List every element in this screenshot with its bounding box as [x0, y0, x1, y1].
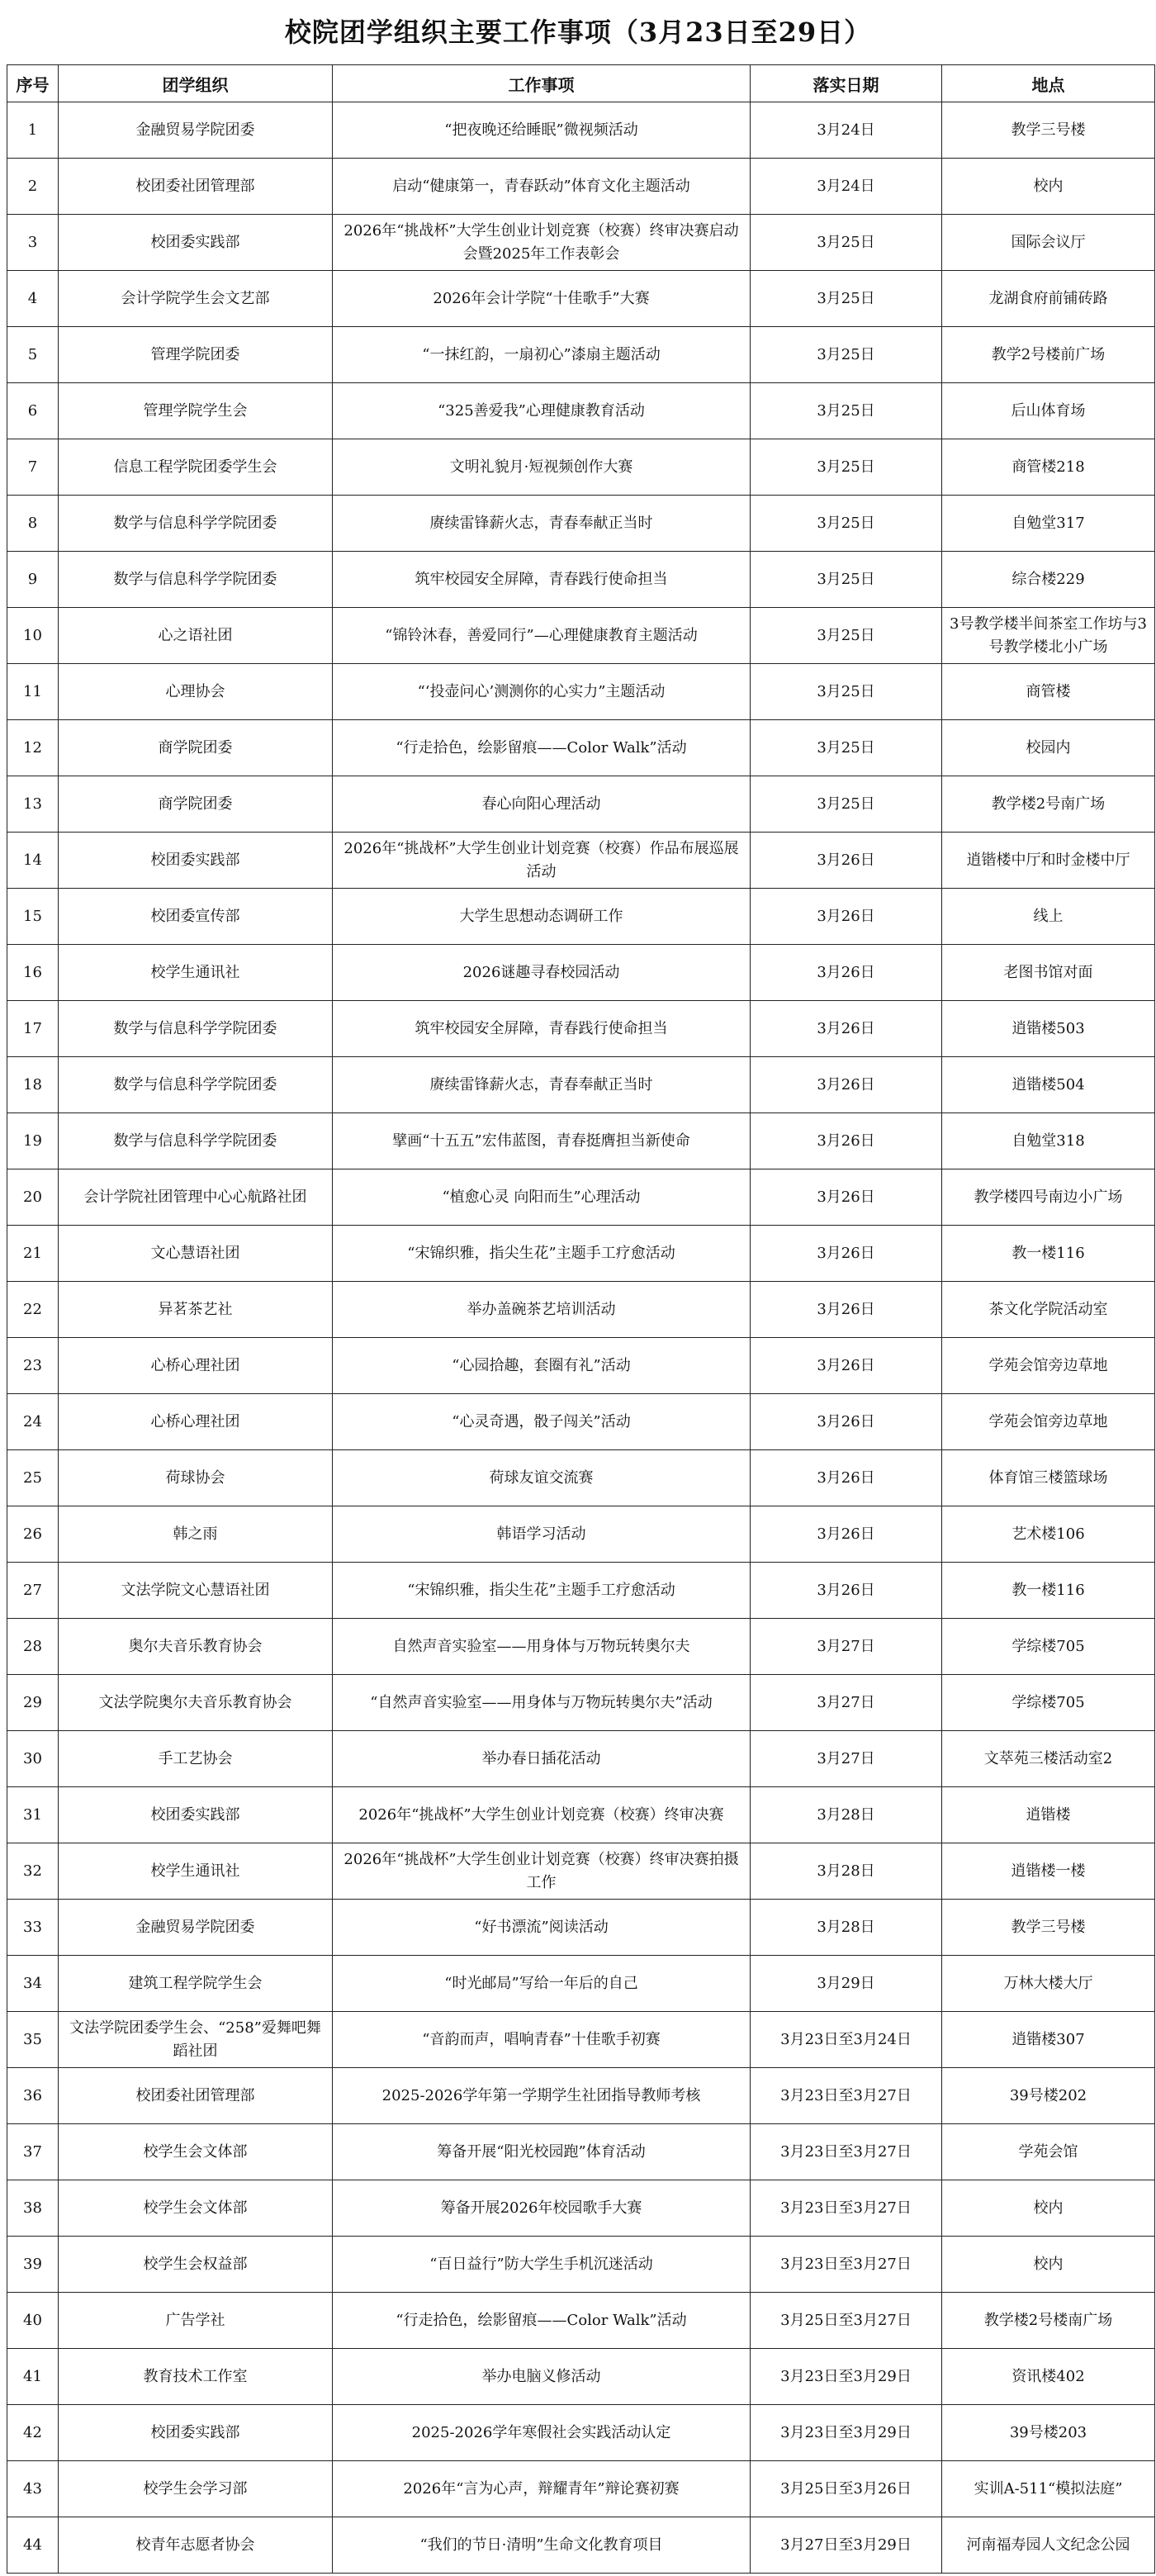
cell-org: 文法学院团委学生会、“258”爱舞吧舞蹈社团: [59, 2012, 333, 2068]
cell-no: 22: [7, 1282, 59, 1338]
cell-no: 12: [7, 720, 59, 776]
cell-task: 文明礼貌月·短视频创作大赛: [333, 439, 751, 496]
cell-org: 信息工程学院团委学生会: [59, 439, 333, 496]
table-row: [7, 327, 1155, 383]
cell-org: 校学生会文体部: [59, 2124, 333, 2180]
cell-task: “植愈心灵 向阳而生”心理活动: [333, 1169, 751, 1226]
cell-org: 管理学院学生会: [59, 383, 333, 439]
cell-date: 3月25日: [751, 552, 942, 608]
cell-org: 校学生会文体部: [59, 2180, 333, 2237]
cell-location: 后山体育场: [942, 383, 1155, 439]
cell-location: 艺术楼106: [942, 1506, 1155, 1563]
table-row: [7, 439, 1155, 496]
cell-location: 自勉堂317: [942, 496, 1155, 552]
cell-location: 3号教学楼半间茶室工作坊与3号教学楼北小广场: [942, 608, 1155, 664]
cell-date: 3月27日至3月29日: [751, 2517, 942, 2574]
cell-location: 综合楼229: [942, 552, 1155, 608]
cell-task: 赓续雷锋薪火志，青春奉献正当时: [333, 496, 751, 552]
cell-date: 3月26日: [751, 833, 942, 889]
cell-no: 21: [7, 1226, 59, 1282]
table-row: [7, 552, 1155, 608]
cell-location: 国际会议厅: [942, 215, 1155, 271]
cell-no: 44: [7, 2517, 59, 2574]
cell-location: 逍锴楼503: [942, 1001, 1155, 1057]
table-row: [7, 664, 1155, 720]
cell-no: 42: [7, 2405, 59, 2461]
cell-location: 逍锴楼中厅和时金楼中厅: [942, 833, 1155, 889]
cell-task: 2026年“挑战杯”大学生创业计划竞赛（校赛）终审决赛拍摄工作: [333, 1843, 751, 1900]
cell-org: 校团委实践部: [59, 215, 333, 271]
cell-location: 资讯楼402: [942, 2349, 1155, 2405]
cell-task: “宋锦织雅，指尖生花”主题手工疗愈活动: [333, 1226, 751, 1282]
cell-no: 23: [7, 1338, 59, 1394]
cell-org: 校学生会权益部: [59, 2237, 333, 2293]
cell-task: “自然声音实验室——用身体与万物玩转奥尔夫”活动: [333, 1675, 751, 1731]
cell-location: 体育馆三楼篮球场: [942, 1450, 1155, 1506]
cell-location: 老图书馆对面: [942, 945, 1155, 1001]
cell-location: 万林大楼大厅: [942, 1956, 1155, 2012]
header-location: 地点: [942, 65, 1155, 102]
cell-location: 学苑会馆旁边草地: [942, 1394, 1155, 1450]
table-header-row: [7, 65, 1155, 102]
cell-date: 3月23日至3月27日: [751, 2237, 942, 2293]
cell-date: 3月26日: [751, 1338, 942, 1394]
cell-no: 40: [7, 2293, 59, 2349]
table-row: [7, 1169, 1155, 1226]
table-row: [7, 833, 1155, 889]
header-task: 工作事项: [333, 65, 751, 102]
cell-org: 校团委社团管理部: [59, 2068, 333, 2124]
cell-date: 3月23日至3月24日: [751, 2012, 942, 2068]
cell-date: 3月25日: [751, 664, 942, 720]
table-row: [7, 1956, 1155, 2012]
cell-org: 文法学院文心慧语社团: [59, 1563, 333, 1619]
cell-task: 韩语学习活动: [333, 1506, 751, 1563]
cell-no: 37: [7, 2124, 59, 2180]
table-row: [7, 720, 1155, 776]
cell-location: 教学2号楼前广场: [942, 327, 1155, 383]
cell-date: 3月26日: [751, 1169, 942, 1226]
cell-location: 自勉堂318: [942, 1113, 1155, 1169]
cell-location: 校园内: [942, 720, 1155, 776]
cell-org: 心理协会: [59, 664, 333, 720]
cell-org: 管理学院团委: [59, 327, 333, 383]
cell-no: 11: [7, 664, 59, 720]
cell-date: 3月24日: [751, 159, 942, 215]
cell-no: 38: [7, 2180, 59, 2237]
cell-no: 27: [7, 1563, 59, 1619]
cell-task: 自然声音实验室——用身体与万物玩转奥尔夫: [333, 1619, 751, 1675]
cell-date: 3月27日: [751, 1619, 942, 1675]
cell-date: 3月29日: [751, 1956, 942, 2012]
table-row: [7, 215, 1155, 271]
cell-task: 筑牢校园安全屏障，青春践行使命担当: [333, 552, 751, 608]
table-row: [7, 1338, 1155, 1394]
cell-task: “心园拾趣，套圈有礼”活动: [333, 1338, 751, 1394]
table-row: [7, 2124, 1155, 2180]
table-row: [7, 2293, 1155, 2349]
cell-location: 学综楼705: [942, 1675, 1155, 1731]
cell-date: 3月26日: [751, 945, 942, 1001]
cell-org: 广告学社: [59, 2293, 333, 2349]
cell-location: 39号楼203: [942, 2405, 1155, 2461]
table-row: [7, 776, 1155, 833]
cell-date: 3月25日: [751, 496, 942, 552]
cell-org: 会计学院社团管理中心心航路社团: [59, 1169, 333, 1226]
cell-no: 26: [7, 1506, 59, 1563]
cell-org: 数学与信息科学学院团委: [59, 1057, 333, 1113]
cell-date: 3月26日: [751, 1563, 942, 1619]
cell-task: 春心向阳心理活动: [333, 776, 751, 833]
cell-org: 数学与信息科学学院团委: [59, 1113, 333, 1169]
cell-task: “锦铃沐春，善爱同行”—心理健康教育主题活动: [333, 608, 751, 664]
table-row: [7, 159, 1155, 215]
cell-no: 31: [7, 1787, 59, 1843]
cell-location: 逍锴楼一楼: [942, 1843, 1155, 1900]
cell-no: 19: [7, 1113, 59, 1169]
cell-location: 教学三号楼: [942, 1900, 1155, 1956]
table-row: [7, 1675, 1155, 1731]
table-row: [7, 1843, 1155, 1900]
cell-org: 校学生通讯社: [59, 1843, 333, 1900]
cell-location: 实训A-511“模拟法庭”: [942, 2461, 1155, 2517]
cell-location: 教一楼116: [942, 1563, 1155, 1619]
cell-org: 心桥心理社团: [59, 1338, 333, 1394]
cell-no: 28: [7, 1619, 59, 1675]
cell-date: 3月23日至3月27日: [751, 2180, 942, 2237]
cell-location: 商管楼218: [942, 439, 1155, 496]
cell-org: 教育技术工作室: [59, 2349, 333, 2405]
cell-no: 9: [7, 552, 59, 608]
cell-org: 韩之雨: [59, 1506, 333, 1563]
cell-no: 32: [7, 1843, 59, 1900]
table-row: [7, 271, 1155, 327]
cell-date: 3月27日: [751, 1731, 942, 1787]
cell-no: 6: [7, 383, 59, 439]
cell-date: 3月25日: [751, 383, 942, 439]
cell-no: 39: [7, 2237, 59, 2293]
cell-org: 文法学院奥尔夫音乐教育协会: [59, 1675, 333, 1731]
cell-date: 3月26日: [751, 1506, 942, 1563]
cell-org: 心之语社团: [59, 608, 333, 664]
cell-date: 3月24日: [751, 102, 942, 159]
cell-no: 13: [7, 776, 59, 833]
table-row: [7, 1282, 1155, 1338]
cell-location: 教学楼四号南边小广场: [942, 1169, 1155, 1226]
table-row: [7, 889, 1155, 945]
cell-no: 43: [7, 2461, 59, 2517]
cell-task: 2026年“言为心声，辩耀青年”辩论赛初赛: [333, 2461, 751, 2517]
cell-date: 3月25日: [751, 271, 942, 327]
cell-no: 16: [7, 945, 59, 1001]
cell-location: 教学三号楼: [942, 102, 1155, 159]
cell-task: 大学生思想动态调研工作: [333, 889, 751, 945]
cell-date: 3月26日: [751, 1057, 942, 1113]
cell-task: 筑牢校园安全屏障，青春践行使命担当: [333, 1001, 751, 1057]
cell-date: 3月25日至3月26日: [751, 2461, 942, 2517]
cell-location: 文萃苑三楼活动室2: [942, 1731, 1155, 1787]
cell-task: 举办盖碗茶艺培训活动: [333, 1282, 751, 1338]
cell-task: 启动“健康第一，青春跃动”体育文化主题活动: [333, 159, 751, 215]
cell-org: 数学与信息科学学院团委: [59, 552, 333, 608]
table-row: [7, 2349, 1155, 2405]
cell-date: 3月23日至3月29日: [751, 2405, 942, 2461]
cell-org: 异茗茶艺社: [59, 1282, 333, 1338]
cell-task: “音韵而声，唱响青春”十佳歌手初赛: [333, 2012, 751, 2068]
cell-task: 擘画“十五五”宏伟蓝图，青春挺膺担当新使命: [333, 1113, 751, 1169]
cell-task: 2025-2026学年寒假社会实践活动认定: [333, 2405, 751, 2461]
cell-no: 4: [7, 271, 59, 327]
cell-no: 30: [7, 1731, 59, 1787]
cell-location: 39号楼202: [942, 2068, 1155, 2124]
cell-org: 奥尔夫音乐教育协会: [59, 1619, 333, 1675]
table-row: [7, 1057, 1155, 1113]
table-row: [7, 1619, 1155, 1675]
cell-location: 线上: [942, 889, 1155, 945]
cell-task: 举办电脑义修活动: [333, 2349, 751, 2405]
cell-no: 36: [7, 2068, 59, 2124]
table-row: [7, 1394, 1155, 1450]
cell-task: “‘投壶问心’测测你的心实力”主题活动: [333, 664, 751, 720]
header-org: 团学组织: [59, 65, 333, 102]
cell-task: 2026年“挑战杯”大学生创业计划竞赛（校赛）终审决赛启动会暨2025年工作表彰会: [333, 215, 751, 271]
table-row: [7, 1731, 1155, 1787]
cell-task: 2025-2026学年第一学期学生社团指导教师考核: [333, 2068, 751, 2124]
cell-no: 33: [7, 1900, 59, 1956]
table-row: [7, 1226, 1155, 1282]
cell-task: 2026年会计学院“十佳歌手”大赛: [333, 271, 751, 327]
cell-location: 逍锴楼504: [942, 1057, 1155, 1113]
cell-no: 24: [7, 1394, 59, 1450]
cell-task: “时光邮局”写给一年后的自己: [333, 1956, 751, 2012]
cell-org: 荷球协会: [59, 1450, 333, 1506]
cell-location: 校内: [942, 2237, 1155, 2293]
cell-no: 3: [7, 215, 59, 271]
cell-location: 教一楼116: [942, 1226, 1155, 1282]
cell-org: 校团委实践部: [59, 1787, 333, 1843]
cell-date: 3月25日: [751, 608, 942, 664]
cell-no: 8: [7, 496, 59, 552]
table-row: [7, 496, 1155, 552]
cell-location: 学苑会馆旁边草地: [942, 1338, 1155, 1394]
cell-org: 校团委实践部: [59, 833, 333, 889]
cell-no: 18: [7, 1057, 59, 1113]
cell-no: 10: [7, 608, 59, 664]
cell-date: 3月25日: [751, 327, 942, 383]
cell-date: 3月26日: [751, 1394, 942, 1450]
cell-location: 逍锴楼: [942, 1787, 1155, 1843]
cell-task: 2026年“挑战杯”大学生创业计划竞赛（校赛）终审决赛: [333, 1787, 751, 1843]
cell-date: 3月28日: [751, 1787, 942, 1843]
cell-task: 2026谜趣寻春校园活动: [333, 945, 751, 1001]
cell-task: “百日益行”防大学生手机沉迷活动: [333, 2237, 751, 2293]
cell-task: “宋锦织雅，指尖生花”主题手工疗愈活动: [333, 1563, 751, 1619]
cell-org: 金融贸易学院团委: [59, 102, 333, 159]
cell-location: 教学楼2号南广场: [942, 776, 1155, 833]
cell-org: 心桥心理社团: [59, 1394, 333, 1450]
cell-org: 数学与信息科学学院团委: [59, 496, 333, 552]
table-row: [7, 945, 1155, 1001]
cell-date: 3月25日: [751, 215, 942, 271]
cell-date: 3月26日: [751, 1226, 942, 1282]
table-row: [7, 2237, 1155, 2293]
cell-date: 3月26日: [751, 1450, 942, 1506]
table-row: [7, 383, 1155, 439]
cell-task: “我们的节日·清明”生命文化教育项目: [333, 2517, 751, 2574]
cell-org: 校学生通讯社: [59, 945, 333, 1001]
table-row: [7, 2068, 1155, 2124]
cell-task: “行走拾色，绘影留痕——Color Walk”活动: [333, 720, 751, 776]
cell-no: 5: [7, 327, 59, 383]
header-date: 落实日期: [751, 65, 942, 102]
table-row: [7, 1113, 1155, 1169]
cell-location: 逍锴楼307: [942, 2012, 1155, 2068]
cell-date: 3月23日至3月27日: [751, 2068, 942, 2124]
work-items-table: [7, 64, 1155, 2574]
cell-org: 会计学院学生会文艺部: [59, 271, 333, 327]
cell-date: 3月26日: [751, 1001, 942, 1057]
table-row: [7, 1563, 1155, 1619]
cell-task: “心灵奇遇，骰子闯关”活动: [333, 1394, 751, 1450]
cell-org: 校团委实践部: [59, 2405, 333, 2461]
cell-no: 1: [7, 102, 59, 159]
table-body: [7, 102, 1155, 2574]
cell-task: 荷球友谊交流赛: [333, 1450, 751, 1506]
document-title: 校院团学组织主要工作事项（3月23日至29日）: [284, 17, 872, 48]
cell-location: 商管楼: [942, 664, 1155, 720]
cell-org: 商学院团委: [59, 776, 333, 833]
cell-no: 25: [7, 1450, 59, 1506]
cell-task: “一抹红韵，一扇初心”漆扇主题活动: [333, 327, 751, 383]
cell-location: 茶文化学院活动室: [942, 1282, 1155, 1338]
cell-org: 金融贸易学院团委: [59, 1900, 333, 1956]
cell-task: 筹备开展“阳光校园跑”体育活动: [333, 2124, 751, 2180]
cell-date: 3月26日: [751, 889, 942, 945]
cell-date: 3月27日: [751, 1675, 942, 1731]
cell-task: 赓续雷锋薪火志，青春奉献正当时: [333, 1057, 751, 1113]
cell-task: “325善爱我”心理健康教育活动: [333, 383, 751, 439]
cell-date: 3月26日: [751, 1282, 942, 1338]
cell-task: “行走拾色，绘影留痕——Color Walk”活动: [333, 2293, 751, 2349]
cell-location: 校内: [942, 2180, 1155, 2237]
cell-task: “好书漂流”阅读活动: [333, 1900, 751, 1956]
header-no: 序号: [7, 65, 59, 102]
cell-no: 14: [7, 833, 59, 889]
cell-date: 3月25日: [751, 439, 942, 496]
cell-location: 校内: [942, 159, 1155, 215]
cell-date: 3月25日: [751, 720, 942, 776]
table-row: [7, 608, 1155, 664]
table-row: [7, 102, 1155, 159]
cell-no: 7: [7, 439, 59, 496]
cell-location: 教学楼2号楼南广场: [942, 2293, 1155, 2349]
cell-date: 3月28日: [751, 1843, 942, 1900]
cell-org: 校学生会学习部: [59, 2461, 333, 2517]
table-row: [7, 1900, 1155, 1956]
cell-date: 3月25日至3月27日: [751, 2293, 942, 2349]
table-row: [7, 2405, 1155, 2461]
cell-task: “把夜晚还给睡眠”微视频活动: [333, 102, 751, 159]
cell-org: 校团委宣传部: [59, 889, 333, 945]
cell-location: 学综楼705: [942, 1619, 1155, 1675]
cell-org: 手工艺协会: [59, 1731, 333, 1787]
cell-no: 15: [7, 889, 59, 945]
cell-date: 3月23日至3月27日: [751, 2124, 942, 2180]
cell-location: 龙湖食府前铺砖路: [942, 271, 1155, 327]
cell-no: 41: [7, 2349, 59, 2405]
cell-org: 校青年志愿者协会: [59, 2517, 333, 2574]
cell-task: 举办春日插花活动: [333, 1731, 751, 1787]
cell-no: 2: [7, 159, 59, 215]
cell-org: 商学院团委: [59, 720, 333, 776]
cell-org: 校团委社团管理部: [59, 159, 333, 215]
cell-no: 29: [7, 1675, 59, 1731]
table-row: [7, 1787, 1155, 1843]
table-row: [7, 1506, 1155, 1563]
cell-task: 2026年“挑战杯”大学生创业计划竞赛（校赛）作品布展巡展活动: [333, 833, 751, 889]
cell-no: 17: [7, 1001, 59, 1057]
cell-location: 河南福寿园人文纪念公园: [942, 2517, 1155, 2574]
cell-no: 34: [7, 1956, 59, 2012]
cell-org: 文心慧语社团: [59, 1226, 333, 1282]
table-row: [7, 1450, 1155, 1506]
cell-location: 学苑会馆: [942, 2124, 1155, 2180]
table-row: [7, 2180, 1155, 2237]
cell-org: 数学与信息科学学院团委: [59, 1001, 333, 1057]
table-row: [7, 2012, 1155, 2068]
cell-org: 建筑工程学院学生会: [59, 1956, 333, 2012]
table-row: [7, 1001, 1155, 1057]
cell-date: 3月23日至3月29日: [751, 2349, 942, 2405]
table-row: [7, 2517, 1155, 2574]
cell-date: 3月26日: [751, 1113, 942, 1169]
cell-no: 35: [7, 2012, 59, 2068]
table-row: [7, 2461, 1155, 2517]
cell-date: 3月28日: [751, 1900, 942, 1956]
cell-date: 3月25日: [751, 776, 942, 833]
cell-task: 筹备开展2026年校园歌手大赛: [333, 2180, 751, 2237]
cell-no: 20: [7, 1169, 59, 1226]
